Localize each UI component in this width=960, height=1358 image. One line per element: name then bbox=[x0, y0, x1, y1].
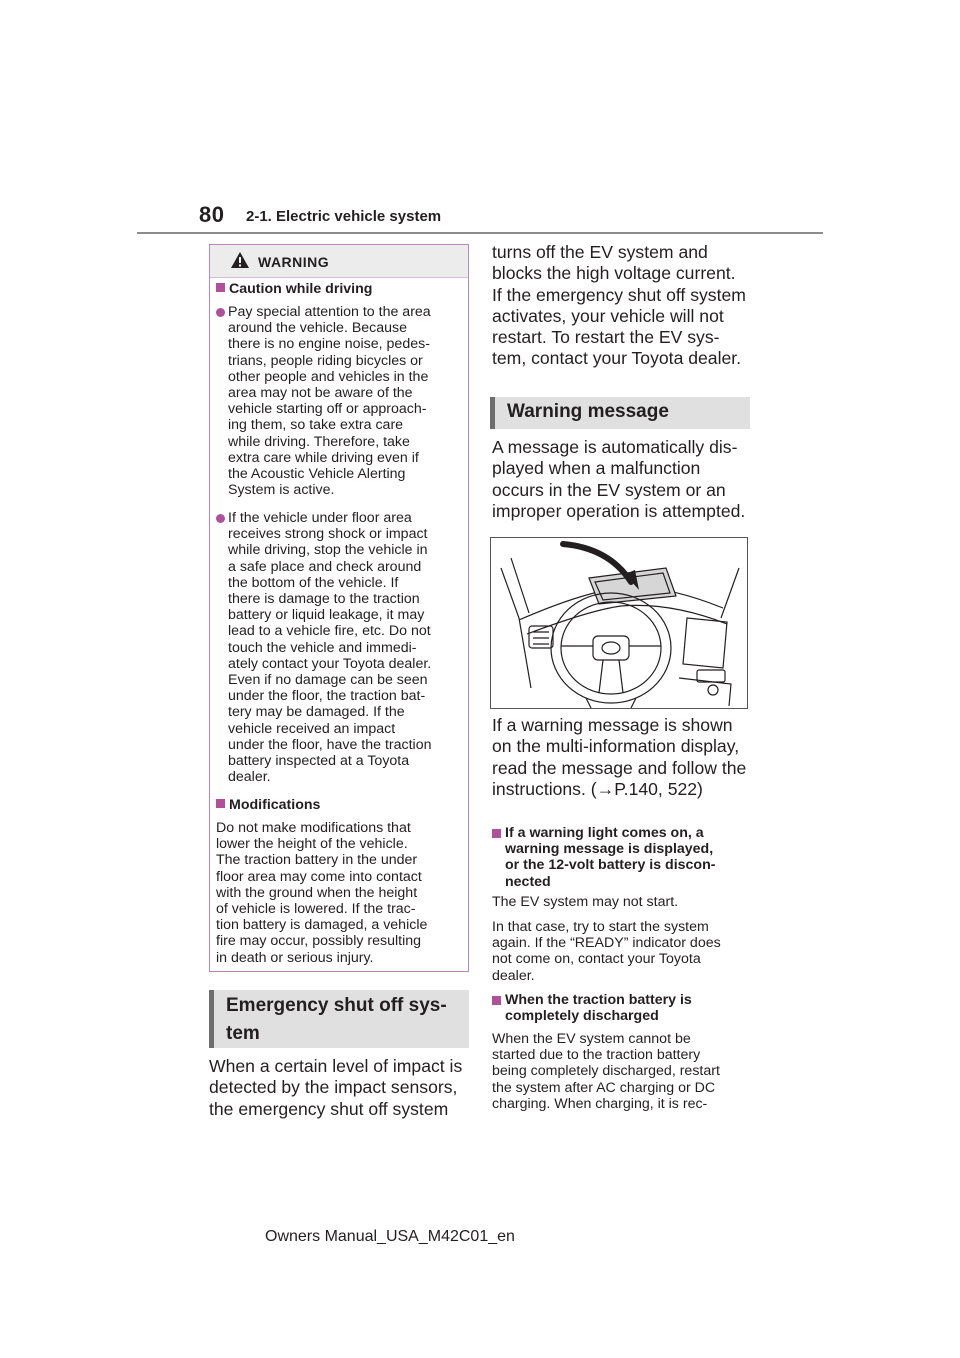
sub1-heading: If a warning light comes on, a warning message is displayed, or the 12-volt battery is discon- nected bbox=[492, 825, 754, 890]
page-number: 80 bbox=[199, 202, 225, 227]
emergency-text: When a certain level of impact is detected by the impact sensors, the emergency shut off system bbox=[209, 1056, 463, 1119]
warning-title: WARNING bbox=[258, 254, 330, 270]
circle-bullet-icon bbox=[216, 308, 225, 317]
caution-heading: Caution while driving bbox=[216, 281, 466, 297]
page-reference-link: P.140, 522) bbox=[614, 778, 703, 799]
footer-manual-id: Owners Manual_USA_M42C01_en bbox=[265, 1228, 515, 1245]
warning-message-instructions: If a warning message is shown on the multi-information display, read the message and follow the instructions. (→P.140, 522) bbox=[492, 715, 747, 799]
dashboard-illustration bbox=[490, 537, 748, 709]
warning-bullet-1: Pay special attention to the area around the vehicle. Because there is no engine noise, pedes- trians, people riding bicycles or other people and vehicles in the area may not be aware of the vehicle starting off or approach- ing them, so take extra care while driving. Therefore, take extra care while driving even if the Acoustic Vehicle Alerting System is active. bbox=[216, 304, 466, 504]
warning-bullet-2: If the vehicle under floor area receives strong shock or impact while driving, stop the vehicle in a safe place and check around the bottom of the vehicle. If there is damage to the traction battery or liquid leakage, it may lead to a vehicle fire, etc. Do not touch the vehicle and immedi- ately contact your Toyota dealer. Even if no damage can be seen under the floor, the traction bat- tery may be damaged. If the vehicle received an impact under the floor, have the traction battery inspected at a Toyota dealer. bbox=[216, 510, 466, 780]
steering-wheel-display-drawing bbox=[491, 538, 747, 708]
sub2-heading: When the traction battery is completely discharged bbox=[492, 992, 754, 1024]
square-bullet-icon bbox=[216, 283, 225, 292]
sub1-paragraph-2: In that case, try to start the system again. If the “READY” indicator does not come on, contact your Toyota dealer. bbox=[492, 919, 721, 984]
warning-triangle-icon bbox=[230, 251, 250, 269]
warning-header bbox=[210, 245, 468, 278]
section-title: 2-1. Electric vehicle system bbox=[246, 208, 442, 225]
square-bullet-icon bbox=[492, 996, 501, 1005]
modifications-text: Do not make modifications that lower the height of the vehicle. The traction battery in the under floor area may come into contact with the ground when the height of vehicle is lowered. If the trac- tion battery is damaged, a vehicle fire may occur, possibly resulting in death or serious injury. bbox=[216, 820, 428, 966]
emergency-heading: Emergency shut off sys- tem bbox=[209, 990, 469, 1048]
square-bullet-icon bbox=[492, 829, 501, 838]
sub1-paragraph-1: The EV system may not start. bbox=[492, 894, 679, 910]
warning-message-heading: Warning message bbox=[490, 397, 750, 429]
warning-box bbox=[209, 244, 469, 972]
circle-bullet-icon bbox=[216, 514, 225, 523]
emergency-continued-text: turns off the EV system and blocks the high voltage current. If the emergency shut off system activates, your vehicle will not restart. To restart the EV sys- tem, contact your Toyota dealer. bbox=[492, 242, 746, 369]
modifications-heading: Modifications bbox=[216, 797, 466, 813]
sub2-text: When the EV system cannot be started due to the traction battery being completely discharged, restart the system after AC charging or DC charging. When charging, it is rec- bbox=[492, 1031, 720, 1112]
header-divider bbox=[137, 232, 823, 234]
square-bullet-icon bbox=[216, 799, 225, 808]
warning-message-text: A message is automatically dis- played when a malfunction occurs in the EV system or an improper operation is attempted. bbox=[492, 437, 746, 521]
reference-arrow-icon: → bbox=[596, 778, 615, 799]
